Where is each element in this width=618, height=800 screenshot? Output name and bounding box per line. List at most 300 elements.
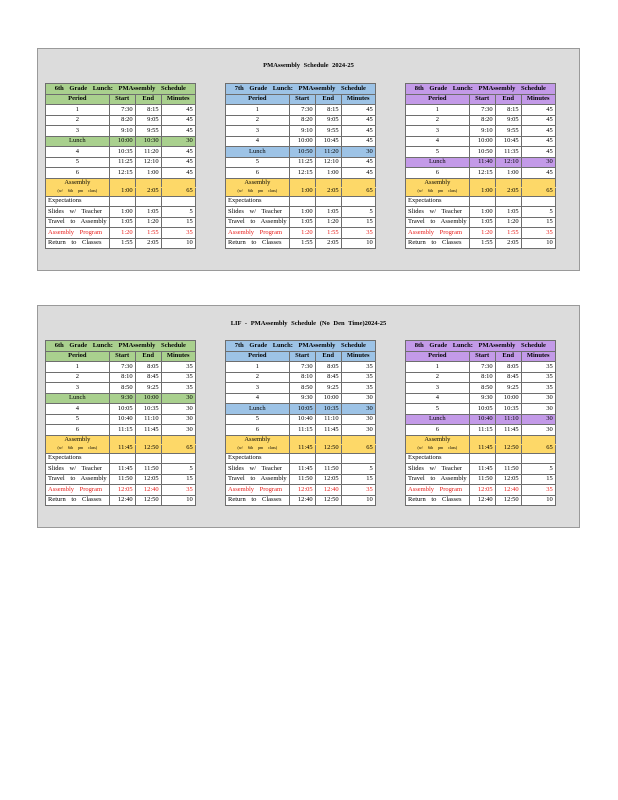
expectation-minutes: 15 bbox=[161, 474, 195, 485]
start-cell: 10:05 bbox=[469, 404, 495, 415]
expectation-start: 12:40 bbox=[469, 495, 495, 506]
period-cell: 4 bbox=[406, 136, 470, 147]
start-cell: 11:15 bbox=[289, 425, 315, 436]
period-cell: 1 bbox=[226, 362, 290, 373]
period-row bbox=[406, 168, 556, 179]
expectation-minutes bbox=[161, 453, 195, 464]
period-cell: 3 bbox=[406, 383, 470, 394]
expectation-end: 1:55 bbox=[495, 228, 521, 239]
period-cell: Lunch bbox=[406, 414, 470, 425]
start-cell: 7:30 bbox=[469, 362, 495, 373]
assembly-start: 1:00 bbox=[469, 187, 495, 196]
lunch-row bbox=[46, 136, 196, 147]
end-cell: 11:45 bbox=[135, 425, 161, 436]
expectation-start: 11:45 bbox=[289, 464, 315, 475]
expectation-minutes: 5 bbox=[341, 207, 375, 218]
start-cell: 10:00 bbox=[469, 136, 495, 147]
expectation-minutes: 35 bbox=[521, 228, 555, 239]
minutes-cell: 30 bbox=[341, 404, 375, 415]
expectation-end: 1:55 bbox=[315, 228, 341, 239]
minutes-cell: 45 bbox=[341, 136, 375, 147]
expectation-minutes: 35 bbox=[341, 228, 375, 239]
assembly-label: Assembly bbox=[46, 435, 110, 444]
period-cell: 5 bbox=[406, 147, 470, 158]
minutes-cell: 30 bbox=[161, 425, 195, 436]
grade-7-schedule-table bbox=[225, 83, 376, 249]
schedule-title: PMAssembly Schedule 2024-25 bbox=[263, 62, 354, 69]
minutes-cell: 35 bbox=[161, 372, 195, 383]
end-cell: 8:15 bbox=[135, 105, 161, 116]
assembly-row bbox=[226, 435, 376, 444]
expectation-row bbox=[406, 207, 556, 218]
start-cell: 9:30 bbox=[109, 393, 135, 404]
assembly-label: Assembly bbox=[226, 435, 290, 444]
expectation-minutes: 10 bbox=[521, 238, 555, 249]
end-cell: 1:00 bbox=[495, 168, 521, 179]
expectation-end: 12:50 bbox=[135, 495, 161, 506]
period-row bbox=[46, 126, 196, 137]
assembly-spacer bbox=[469, 435, 495, 444]
assembly-note: (w/ 6th pm class) bbox=[46, 187, 110, 196]
column-header-period: Period bbox=[226, 351, 290, 362]
expectation-label: Travel to Assembly bbox=[46, 474, 110, 485]
assembly-label: Assembly bbox=[46, 178, 110, 187]
end-cell: 9:55 bbox=[315, 126, 341, 137]
minutes-cell: 30 bbox=[521, 425, 555, 436]
assembly-minutes: 65 bbox=[341, 444, 375, 453]
end-cell: 8:45 bbox=[315, 372, 341, 383]
expectation-label: Return to Classes bbox=[46, 495, 110, 506]
start-cell: 10:00 bbox=[289, 136, 315, 147]
end-cell: 10:00 bbox=[135, 393, 161, 404]
assembly-start: 11:45 bbox=[469, 444, 495, 453]
expectation-start: 12:05 bbox=[289, 485, 315, 496]
minutes-cell: 35 bbox=[521, 372, 555, 383]
start-cell: 7:30 bbox=[109, 362, 135, 373]
lunch-row bbox=[226, 147, 376, 158]
expectation-minutes: 35 bbox=[521, 485, 555, 496]
expectation-start: 11:45 bbox=[469, 464, 495, 475]
end-cell: 9:25 bbox=[495, 383, 521, 394]
minutes-cell: 45 bbox=[521, 136, 555, 147]
expectation-label: Return to Classes bbox=[226, 495, 290, 506]
expectation-end: 2:05 bbox=[135, 238, 161, 249]
minutes-cell: 30 bbox=[161, 136, 195, 147]
expectation-minutes: 10 bbox=[521, 495, 555, 506]
assembly-end: 2:05 bbox=[315, 187, 341, 196]
expectation-label: Assembly Program bbox=[46, 228, 110, 239]
expectation-row bbox=[46, 207, 196, 218]
period-cell: 6 bbox=[226, 425, 290, 436]
end-cell: 11:10 bbox=[495, 414, 521, 425]
expectation-end: 1:20 bbox=[135, 217, 161, 228]
expectation-start: 1:00 bbox=[469, 207, 495, 218]
minutes-cell: 45 bbox=[521, 105, 555, 116]
column-header-start: Start bbox=[289, 351, 315, 362]
expectation-start: 1:05 bbox=[109, 217, 135, 228]
expectation-label: Slides w/ Teacher bbox=[406, 207, 470, 218]
expectation-start: 1:55 bbox=[109, 238, 135, 249]
period-row bbox=[226, 105, 376, 116]
expectation-end: 12:05 bbox=[135, 474, 161, 485]
expectation-start: 1:20 bbox=[289, 228, 315, 239]
assembly-spacer bbox=[161, 435, 195, 444]
period-row bbox=[406, 147, 556, 158]
end-cell: 9:05 bbox=[315, 115, 341, 126]
minutes-cell: 45 bbox=[161, 115, 195, 126]
column-header-end: End bbox=[495, 351, 521, 362]
end-cell: 10:45 bbox=[495, 136, 521, 147]
expectation-minutes: 35 bbox=[161, 485, 195, 496]
lunch-row bbox=[406, 157, 556, 168]
expectation-row bbox=[46, 453, 196, 464]
start-cell: 9:10 bbox=[469, 126, 495, 137]
period-cell: 3 bbox=[406, 126, 470, 137]
expectation-minutes bbox=[521, 453, 555, 464]
column-header-start: Start bbox=[469, 94, 495, 105]
grade-8-schedule-table bbox=[405, 340, 556, 506]
table-header: 8th Grade Lunch: PMAssembly Schedule bbox=[406, 341, 556, 352]
period-row bbox=[226, 362, 376, 373]
period-row bbox=[226, 126, 376, 137]
minutes-cell: 30 bbox=[341, 414, 375, 425]
minutes-cell: 45 bbox=[161, 105, 195, 116]
expectation-end: 1:20 bbox=[315, 217, 341, 228]
minutes-cell: 45 bbox=[521, 115, 555, 126]
period-cell: 1 bbox=[226, 105, 290, 116]
expectation-label: Travel to Assembly bbox=[226, 474, 290, 485]
expectation-start: 1:55 bbox=[289, 238, 315, 249]
assembly-spacer bbox=[521, 178, 555, 187]
period-cell: 5 bbox=[226, 414, 290, 425]
expectation-minutes: 5 bbox=[521, 207, 555, 218]
start-cell: 9:30 bbox=[469, 393, 495, 404]
table-header-row bbox=[406, 84, 556, 95]
period-row bbox=[226, 136, 376, 147]
end-cell: 11:10 bbox=[315, 414, 341, 425]
period-row bbox=[406, 126, 556, 137]
expectation-label: Expectations bbox=[226, 453, 290, 464]
period-cell: 5 bbox=[226, 157, 290, 168]
expectation-start: 11:50 bbox=[109, 474, 135, 485]
expectation-label: Expectations bbox=[406, 196, 470, 207]
expectation-end: 1:05 bbox=[135, 207, 161, 218]
start-cell: 7:30 bbox=[289, 105, 315, 116]
expectation-label: Return to Classes bbox=[406, 238, 470, 249]
start-cell: 8:20 bbox=[289, 115, 315, 126]
period-cell: 4 bbox=[226, 136, 290, 147]
period-row bbox=[46, 105, 196, 116]
expectation-end: 2:05 bbox=[495, 238, 521, 249]
period-cell: 2 bbox=[46, 372, 110, 383]
expectation-row bbox=[406, 474, 556, 485]
assembly-spacer bbox=[109, 435, 135, 444]
start-cell: 10:50 bbox=[469, 147, 495, 158]
assembly-start: 1:00 bbox=[289, 187, 315, 196]
schedule-panel-lif bbox=[37, 305, 580, 528]
start-cell: 10:40 bbox=[289, 414, 315, 425]
expectation-end: 1:20 bbox=[495, 217, 521, 228]
minutes-cell: 30 bbox=[161, 393, 195, 404]
assembly-spacer bbox=[495, 178, 521, 187]
minutes-cell: 45 bbox=[341, 168, 375, 179]
expectation-end bbox=[135, 453, 161, 464]
period-cell: 6 bbox=[406, 168, 470, 179]
expectation-label: Return to Classes bbox=[406, 495, 470, 506]
period-cell: 1 bbox=[406, 362, 470, 373]
expectation-minutes: 35 bbox=[341, 485, 375, 496]
expectation-end: 12:40 bbox=[135, 485, 161, 496]
period-row bbox=[226, 115, 376, 126]
expectation-start bbox=[109, 196, 135, 207]
grade-8-schedule-table bbox=[405, 83, 556, 249]
end-cell: 8:15 bbox=[495, 105, 521, 116]
period-row bbox=[226, 157, 376, 168]
assembly-minutes: 65 bbox=[521, 187, 555, 196]
end-cell: 8:45 bbox=[495, 372, 521, 383]
expectation-label: Expectations bbox=[46, 453, 110, 464]
start-cell: 8:10 bbox=[289, 372, 315, 383]
column-header-start: Start bbox=[469, 351, 495, 362]
column-header-end: End bbox=[495, 94, 521, 105]
expectation-minutes: 15 bbox=[161, 217, 195, 228]
minutes-cell: 35 bbox=[341, 372, 375, 383]
table-header-row bbox=[406, 341, 556, 352]
expectation-row bbox=[226, 453, 376, 464]
assembly-spacer bbox=[521, 435, 555, 444]
expectation-end: 12:50 bbox=[495, 495, 521, 506]
expectation-start bbox=[469, 196, 495, 207]
period-cell: 4 bbox=[46, 404, 110, 415]
period-row bbox=[406, 404, 556, 415]
assembly-end: 12:50 bbox=[315, 444, 341, 453]
start-cell: 10:00 bbox=[109, 136, 135, 147]
period-row bbox=[406, 383, 556, 394]
assembly-note-row bbox=[46, 187, 196, 196]
minutes-cell: 45 bbox=[341, 105, 375, 116]
minutes-cell: 35 bbox=[161, 383, 195, 394]
minutes-cell: 30 bbox=[341, 393, 375, 404]
lunch-row bbox=[406, 414, 556, 425]
expectation-label: Return to Classes bbox=[46, 238, 110, 249]
column-header-end: End bbox=[315, 94, 341, 105]
period-row bbox=[46, 157, 196, 168]
period-cell: 2 bbox=[226, 115, 290, 126]
minutes-cell: 45 bbox=[161, 157, 195, 168]
start-cell: 8:10 bbox=[109, 372, 135, 383]
expectation-start bbox=[469, 453, 495, 464]
expectation-row bbox=[406, 495, 556, 506]
expectation-minutes: 10 bbox=[161, 495, 195, 506]
minutes-cell: 45 bbox=[521, 147, 555, 158]
minutes-cell: 30 bbox=[161, 404, 195, 415]
expectation-start: 1:05 bbox=[289, 217, 315, 228]
period-cell: 1 bbox=[46, 105, 110, 116]
table-header: 7th Grade Lunch: PMAssembly Schedule bbox=[226, 84, 376, 95]
expectation-start: 11:50 bbox=[469, 474, 495, 485]
expectation-end: 12:05 bbox=[495, 474, 521, 485]
end-cell: 9:05 bbox=[135, 115, 161, 126]
end-cell: 11:45 bbox=[315, 425, 341, 436]
period-row bbox=[46, 372, 196, 383]
table-header-row bbox=[46, 341, 196, 352]
period-cell: 5 bbox=[46, 414, 110, 425]
assembly-row bbox=[46, 435, 196, 444]
minutes-cell: 35 bbox=[521, 383, 555, 394]
period-cell: 5 bbox=[46, 157, 110, 168]
period-cell: Lunch bbox=[46, 136, 110, 147]
assembly-minutes: 65 bbox=[161, 187, 195, 196]
assembly-spacer bbox=[469, 178, 495, 187]
schedule-title: LIF - PMAssembly Schedule (No Den Time)2024-25 bbox=[230, 320, 387, 327]
end-cell: 11:35 bbox=[495, 147, 521, 158]
lunch-row bbox=[226, 404, 376, 415]
expectation-row bbox=[46, 485, 196, 496]
expectation-row bbox=[226, 228, 376, 239]
expectation-start bbox=[109, 453, 135, 464]
period-cell: 6 bbox=[46, 425, 110, 436]
start-cell: 8:50 bbox=[469, 383, 495, 394]
expectation-minutes: 15 bbox=[521, 217, 555, 228]
column-header-minutes: Minutes bbox=[341, 351, 375, 362]
expectation-minutes: 5 bbox=[521, 464, 555, 475]
column-header-row bbox=[406, 351, 556, 362]
period-cell: Lunch bbox=[46, 393, 110, 404]
expectation-row bbox=[46, 474, 196, 485]
period-row bbox=[226, 425, 376, 436]
expectation-start: 12:40 bbox=[289, 495, 315, 506]
start-cell: 8:20 bbox=[109, 115, 135, 126]
minutes-cell: 30 bbox=[521, 414, 555, 425]
expectation-row bbox=[46, 238, 196, 249]
end-cell: 8:15 bbox=[315, 105, 341, 116]
assembly-end: 12:50 bbox=[135, 444, 161, 453]
period-row bbox=[226, 393, 376, 404]
period-cell: 3 bbox=[46, 126, 110, 137]
period-row bbox=[46, 362, 196, 373]
assembly-end: 12:50 bbox=[495, 444, 521, 453]
column-header-period: Period bbox=[406, 351, 470, 362]
expectation-row bbox=[406, 485, 556, 496]
period-row bbox=[46, 404, 196, 415]
expectation-label: Slides w/ Teacher bbox=[226, 207, 290, 218]
assembly-spacer bbox=[135, 435, 161, 444]
assembly-start: 11:45 bbox=[289, 444, 315, 453]
end-cell: 10:30 bbox=[135, 136, 161, 147]
end-cell: 10:00 bbox=[315, 393, 341, 404]
expectation-minutes: 15 bbox=[521, 474, 555, 485]
grade-7-schedule-table bbox=[225, 340, 376, 506]
end-cell: 12:10 bbox=[135, 157, 161, 168]
expectation-minutes: 15 bbox=[341, 474, 375, 485]
expectation-minutes bbox=[341, 453, 375, 464]
start-cell: 7:30 bbox=[289, 362, 315, 373]
expectation-label: Assembly Program bbox=[406, 485, 470, 496]
period-cell: 4 bbox=[46, 147, 110, 158]
column-header-end: End bbox=[135, 351, 161, 362]
assembly-note-row bbox=[226, 444, 376, 453]
end-cell: 8:05 bbox=[315, 362, 341, 373]
period-row bbox=[226, 168, 376, 179]
end-cell: 8:05 bbox=[135, 362, 161, 373]
period-cell: 6 bbox=[46, 168, 110, 179]
column-header-minutes: Minutes bbox=[341, 94, 375, 105]
start-cell: 10:40 bbox=[469, 414, 495, 425]
period-cell: 3 bbox=[46, 383, 110, 394]
period-cell: 2 bbox=[226, 372, 290, 383]
expectation-row bbox=[226, 196, 376, 207]
expectation-minutes: 5 bbox=[161, 207, 195, 218]
end-cell: 9:55 bbox=[135, 126, 161, 137]
period-cell: 6 bbox=[226, 168, 290, 179]
minutes-cell: 35 bbox=[341, 362, 375, 373]
start-cell: 12:15 bbox=[109, 168, 135, 179]
expectation-minutes: 15 bbox=[341, 217, 375, 228]
minutes-cell: 30 bbox=[341, 425, 375, 436]
end-cell: 11:20 bbox=[315, 147, 341, 158]
column-header-period: Period bbox=[46, 94, 110, 105]
assembly-minutes: 65 bbox=[521, 444, 555, 453]
assembly-note: (w/ 6th pm class) bbox=[226, 444, 290, 453]
expectation-minutes: 10 bbox=[161, 238, 195, 249]
assembly-row bbox=[226, 178, 376, 187]
period-cell: Lunch bbox=[226, 404, 290, 415]
grade-6-schedule-table bbox=[45, 340, 196, 506]
lunch-row bbox=[46, 393, 196, 404]
column-header-end: End bbox=[135, 94, 161, 105]
assembly-minutes: 65 bbox=[161, 444, 195, 453]
expectation-minutes bbox=[521, 196, 555, 207]
column-header-start: Start bbox=[289, 94, 315, 105]
end-cell: 10:35 bbox=[495, 404, 521, 415]
period-row bbox=[46, 414, 196, 425]
expectation-row bbox=[406, 238, 556, 249]
period-row bbox=[406, 393, 556, 404]
period-cell: 5 bbox=[406, 404, 470, 415]
period-cell: 1 bbox=[46, 362, 110, 373]
assembly-spacer bbox=[315, 435, 341, 444]
expectation-end bbox=[135, 196, 161, 207]
table-header: 6th Grade Lunch: PMAssembly Schedule bbox=[46, 341, 196, 352]
expectation-label: Travel to Assembly bbox=[226, 217, 290, 228]
end-cell: 9:55 bbox=[495, 126, 521, 137]
column-header-start: Start bbox=[109, 351, 135, 362]
expectation-end: 11:50 bbox=[495, 464, 521, 475]
start-cell: 11:40 bbox=[469, 157, 495, 168]
expectation-end: 1:05 bbox=[315, 207, 341, 218]
schedule-panel-regular bbox=[37, 48, 580, 271]
period-row bbox=[46, 147, 196, 158]
expectation-end: 2:05 bbox=[315, 238, 341, 249]
minutes-cell: 35 bbox=[161, 362, 195, 373]
expectation-start: 12:05 bbox=[469, 485, 495, 496]
assembly-label: Assembly bbox=[406, 435, 470, 444]
period-cell: 6 bbox=[406, 425, 470, 436]
end-cell: 9:25 bbox=[315, 383, 341, 394]
table-header-row bbox=[226, 84, 376, 95]
end-cell: 10:35 bbox=[135, 404, 161, 415]
end-cell: 10:45 bbox=[315, 136, 341, 147]
assembly-note: (w/ 6th pm class) bbox=[226, 187, 290, 196]
assembly-note: (w/ 6th pm class) bbox=[406, 444, 470, 453]
period-cell: 2 bbox=[406, 115, 470, 126]
expectation-end: 12:40 bbox=[495, 485, 521, 496]
expectation-start: 12:40 bbox=[109, 495, 135, 506]
column-header-period: Period bbox=[46, 351, 110, 362]
expectation-row bbox=[226, 485, 376, 496]
assembly-spacer bbox=[495, 435, 521, 444]
expectation-label: Return to Classes bbox=[226, 238, 290, 249]
